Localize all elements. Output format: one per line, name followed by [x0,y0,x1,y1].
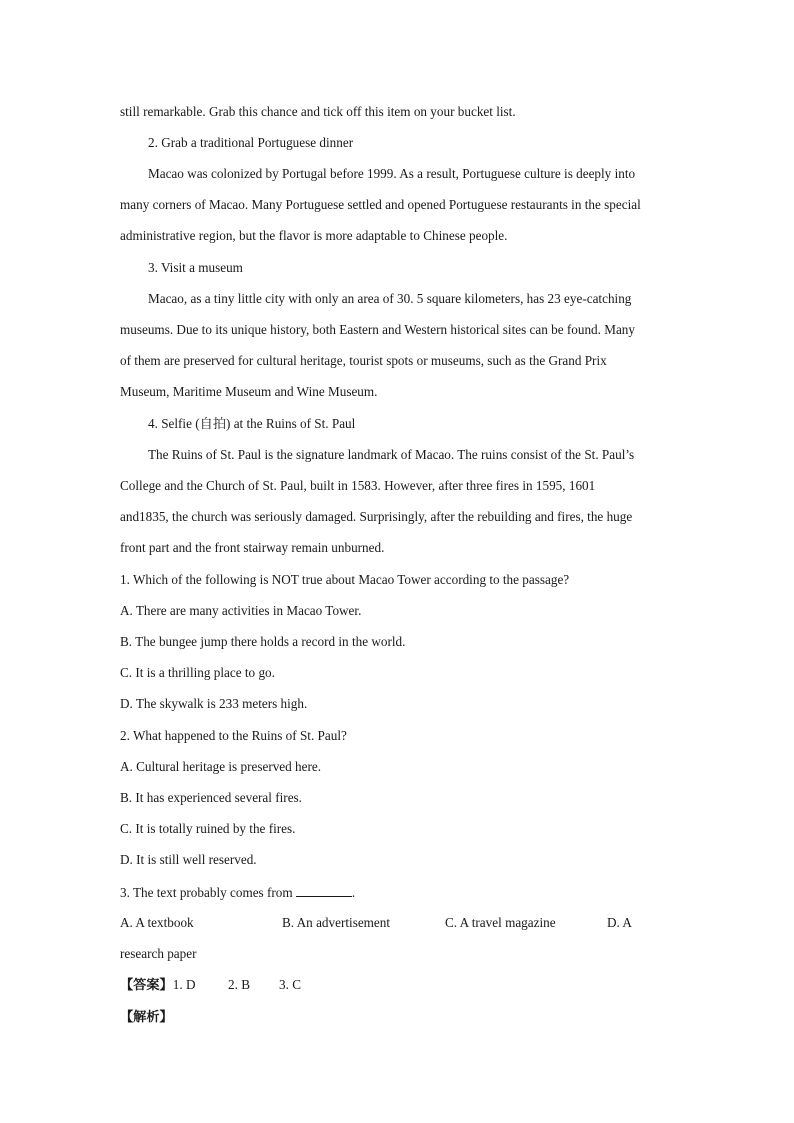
paragraph-line: Museum, Maritime Museum and Wine Museum. [120,384,378,399]
answer-label: 【答案】 [120,977,173,992]
question-stem-text: 3. The text probably comes from [120,885,293,900]
section-heading: 2. Grab a traditional Portuguese dinner [148,135,354,150]
paragraph-line: front part and the front stairway remain unburned. [120,540,385,555]
question-option: C. It is totally ruined by the fires. [120,821,296,836]
answer-item: 3. C [279,977,301,992]
question-option: D. A [607,915,632,930]
question-option: B. It has experienced several fires. [120,790,302,805]
paragraph-line: College and the Church of St. Paul, built in 1583. However, after three fires in 1595, 1601 [120,478,596,493]
section-heading: 3. Visit a museum [148,260,243,275]
question-option: D. The skywalk is 233 meters high. [120,696,308,711]
question-option: A. There are many activities in Macao Tower. [120,603,362,618]
question-stem: 1. Which of the following is NOT true about Macao Tower according to the passage? [120,572,570,587]
question-option: D. It is still well reserved. [120,852,257,867]
question-option: B. An advertisement [282,915,391,930]
paragraph-line: many corners of Macao. Many Portuguese settled and opened Portuguese restaurants in the special [120,197,641,212]
paragraph-line: Macao, as a tiny little city with only an area of 30. 5 square kilometers, has 23 eye-catching [148,291,632,306]
paragraph-line: of them are preserved for cultural heritage, tourist spots or museums, such as the Grand Prix [120,353,607,368]
answer-item: 1. D [172,977,196,992]
paragraph-line: still remarkable. Grab this chance and tick off this item on your bucket list. [120,104,516,119]
paragraph-line: The Ruins of St. Paul is the signature landmark of Macao. The ruins consist of the St. Paul’s [148,447,635,462]
section-heading: 4. Selfie (自拍) at the Ruins of St. Paul [148,416,356,431]
paragraph-line: museums. Due to its unique history, both Eastern and Western historical sites can be found. Many [120,322,635,337]
paragraph-line: Macao was colonized by Portugal before 1999. As a result, Portuguese culture is deeply into [148,166,636,181]
question-option: C. A travel magazine [445,915,556,930]
paragraph-line: and1835, the church was seriously damaged. Surprisingly, after the rebuilding and fires, the huge [120,509,633,524]
question-stem [120,884,355,901]
question-option: C. It is a thrilling place to go. [120,665,275,680]
question-stem-end: . [351,885,356,900]
answer-row [120,977,195,993]
answer-blank [296,884,352,897]
question-option: A. A textbook [120,915,194,930]
paragraph-line: administrative region, but the flavor is more adaptable to Chinese people. [120,228,508,243]
question-option: A. Cultural heritage is preserved here. [120,759,322,774]
answer-item: 2. B [228,977,250,992]
question-stem: 2. What happened to the Ruins of St. Paul? [120,728,347,743]
question-option: B. The bungee jump there holds a record in the world. [120,634,406,649]
question-option-continuation: research paper [120,946,197,961]
analysis-label: 【解析】 [120,1009,173,1024]
